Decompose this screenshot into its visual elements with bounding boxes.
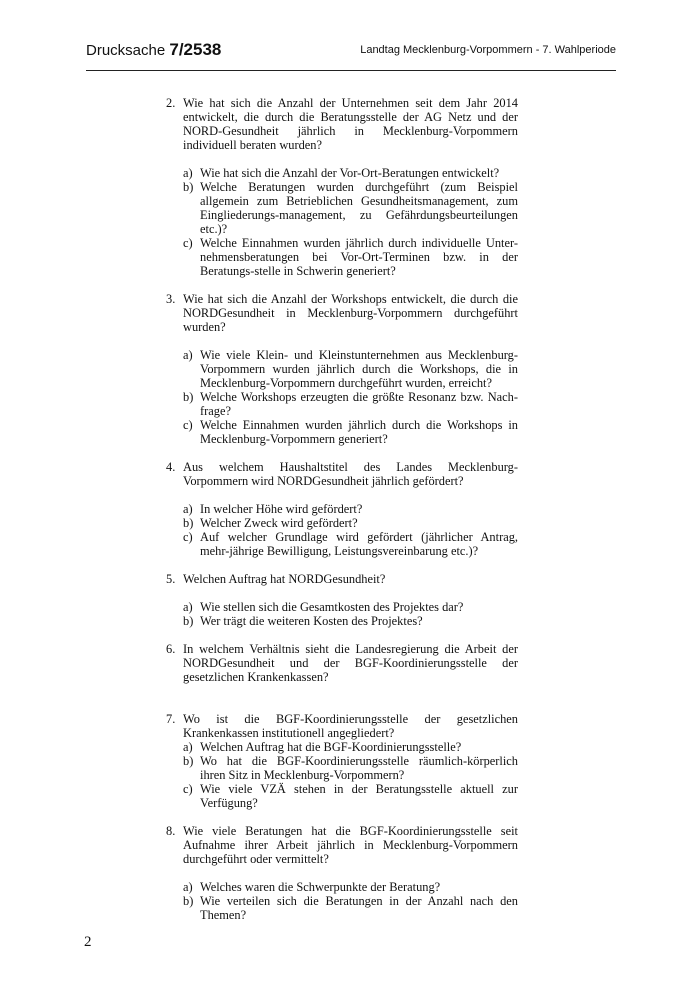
sub-question (183, 740, 518, 754)
sub-question-text: Welcher Zweck wird gefördert? (200, 516, 358, 530)
question-item (166, 712, 518, 740)
question-number: 2. (166, 96, 176, 110)
sub-question (183, 600, 518, 614)
sub-question-list (166, 740, 518, 810)
sub-question-text: Welchen Auftrag hat die BGF-Koordinierungsstelle? (200, 740, 462, 754)
question-number: 6. (166, 642, 176, 656)
sub-question (183, 418, 518, 446)
sub-question (183, 236, 518, 278)
question-text: In welchem Verhältnis sieht die Landesregierung die Arbeit der NORDGesundheit und der BGF-Koordinierungsstelle der gesetzlichen Krankenkassen? (183, 642, 518, 684)
sub-question-text: Welche Einnahmen wurden jährlich durch die Workshops in Mecklenburg-Vorpommern generiert? (200, 418, 518, 446)
sub-question-text: Wie viele VZÄ stehen in der Beratungsstelle aktuell zur Verfügung? (200, 782, 518, 810)
question-item (166, 96, 518, 152)
sub-question-text: Welche Workshops erzeugten die größte Resonanz bzw. Nach-frage? (200, 390, 518, 418)
sub-question-label: b) (183, 180, 194, 194)
sub-question-label: c) (183, 418, 193, 432)
sub-question-text: Wer trägt die weiteren Kosten des Projektes? (200, 614, 423, 628)
doc-number: 7/2538 (169, 40, 222, 59)
sub-question-label: c) (183, 530, 193, 544)
sub-question-text: Wie stellen sich die Gesamtkosten des Projektes dar? (200, 600, 464, 614)
sub-question (183, 180, 518, 236)
sub-question-label: b) (183, 894, 194, 908)
sub-question (183, 166, 518, 180)
sub-question-text: Auf welcher Grundlage wird gefördert (jährlicher Antrag, mehr-jährige Bewilligung, Leistungsvereinbarung etc.)? (200, 530, 518, 558)
doc-label: Drucksache (86, 42, 166, 59)
sub-question-text: Welche Einnahmen wurden jährlich durch individuelle Unter-nehmensberatungen bei Vor-Ort-Terminen bzw. in der Beratungs-stelle in Schwerin generiert? (200, 236, 518, 278)
sub-question-label: b) (183, 754, 194, 768)
sub-question-list (166, 502, 518, 558)
page-header (86, 38, 616, 64)
question-number: 3. (166, 292, 176, 306)
question-item (166, 642, 518, 684)
question-text: Welchen Auftrag hat NORDGesundheit? (183, 572, 386, 586)
sub-question-text: Welche Beratungen wurden durchgeführt (zum Beispiel allgemein zum Betrieblichen Gesundheitsmanagement, zum Eingliederungs-management, zu Gefährdungsbeurteilungen etc.)? (200, 180, 518, 236)
parliament-title: Landtag Mecklenburg-Vorpommern - 7. Wahlperiode (360, 44, 616, 56)
sub-question-label: a) (183, 502, 193, 516)
sub-question-list (166, 348, 518, 446)
sub-question (183, 782, 518, 810)
sub-question (183, 530, 518, 558)
question-text: Wo ist die BGF-Koordinierungsstelle der gesetzlichen Krankenkassen institutionell angegliedert? (183, 712, 518, 740)
question-number: 4. (166, 460, 176, 474)
sub-question (183, 614, 518, 628)
sub-question-label: a) (183, 348, 193, 362)
question-number: 8. (166, 824, 176, 838)
sub-question-label: b) (183, 614, 194, 628)
sub-question-text: Wie verteilen sich die Beratungen in der Anzahl nach den Themen? (200, 894, 518, 922)
sub-question-text: Welches waren die Schwerpunkte der Beratung? (200, 880, 441, 894)
sub-question-list (166, 880, 518, 922)
sub-question-text: Wie hat sich die Anzahl der Vor-Ort-Beratungen entwickelt? (200, 166, 500, 180)
question-item (166, 460, 518, 488)
question-text: Wie hat sich die Anzahl der Unternehmen seit dem Jahr 2014 entwickelt, die durch die Beratungsstelle der AG Netz und der NORD-Gesundheit jährlich in Mecklenburg-Vorpommern individuell beraten wurden? (183, 96, 518, 152)
sub-question (183, 880, 518, 894)
question-item (166, 572, 518, 586)
header-divider (86, 70, 616, 71)
sub-question (183, 754, 518, 782)
document-reference (86, 40, 221, 60)
sub-question-label: a) (183, 166, 193, 180)
sub-question-text: In welcher Höhe wird gefördert? (200, 502, 363, 516)
sub-question (183, 894, 518, 922)
question-text: Wie viele Beratungen hat die BGF-Koordinierungsstelle seit Aufnahme ihrer Arbeit jährlich in Mecklenburg-Vorpommern durchgeführt oder vermittelt? (183, 824, 518, 866)
sub-question (183, 348, 518, 390)
sub-question-label: a) (183, 740, 193, 754)
sub-question (183, 516, 518, 530)
sub-question (183, 502, 518, 516)
sub-question-label: b) (183, 516, 194, 530)
question-item (166, 292, 518, 334)
sub-question-list (166, 166, 518, 278)
question-number: 7. (166, 712, 176, 726)
sub-question-label: c) (183, 236, 193, 250)
sub-question-list (166, 600, 518, 628)
sub-question-label: c) (183, 782, 193, 796)
question-list (166, 96, 518, 922)
question-number: 5. (166, 572, 176, 586)
sub-question-label: b) (183, 390, 194, 404)
sub-question-text: Wie viele Klein- und Kleinstunternehmen aus Mecklenburg-Vorpommern wurden jährlich durch die Workshops, die in Mecklenburg-Vorpommern durchgeführt wurden, erreicht? (200, 348, 518, 390)
question-item (166, 824, 518, 866)
question-text: Wie hat sich die Anzahl der Workshops entwickelt, die durch die NORDGesundheit in Mecklenburg-Vorpommern durchgeführt wurden? (183, 292, 518, 334)
sub-question-label: a) (183, 880, 193, 894)
sub-question-text: Wo hat die BGF-Koordinierungsstelle räumlich-körperlich ihren Sitz in Mecklenburg-Vorpommern? (200, 754, 518, 782)
page-number: 2 (84, 934, 92, 950)
sub-question-label: a) (183, 600, 193, 614)
question-text: Aus welchem Haushaltstitel des Landes Mecklenburg-Vorpommern wird NORDGesundheit jährlich gefördert? (183, 460, 518, 488)
sub-question (183, 390, 518, 418)
